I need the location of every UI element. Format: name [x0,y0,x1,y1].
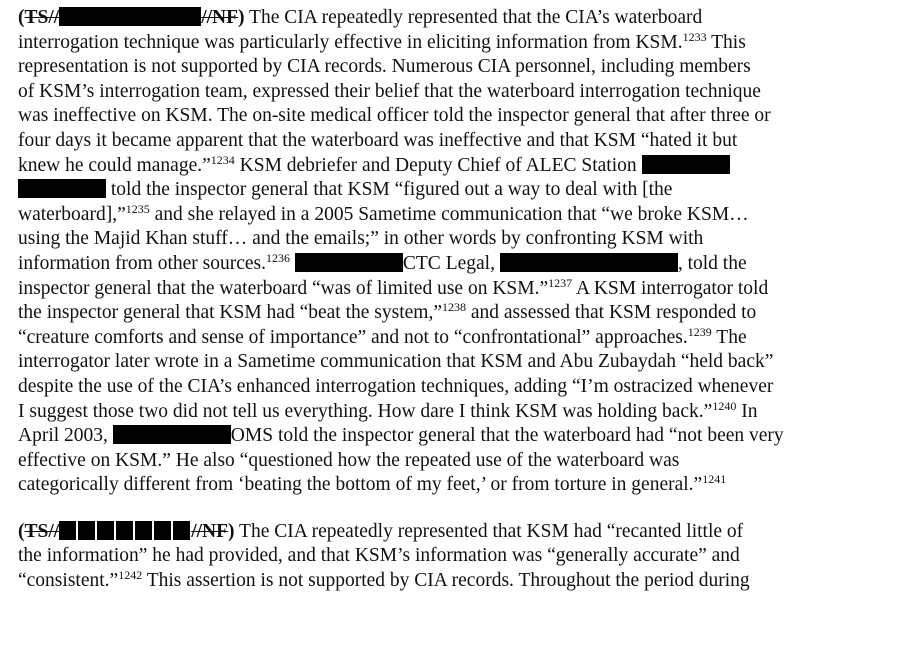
text-line: despite the use of the CIA’s enhanced interrogation techniques, adding “I’m ostracized whenever [18,375,774,397]
text-line: categorically different from ‘beating the bottom of my feet,’ or from torture in general.”$^{1241}$ [18,472,727,496]
paragraph-waterboard-effectiveness [18,6,916,498]
paragraph-gap [18,498,916,520]
classification-marking: (TS// //NF) [18,520,235,542]
text-line: “consistent.”$^{1242}$ This assertion is not supported by CIA records. Throughout the period during [18,568,750,592]
text-line: effective on KSM.” He also “questioned how the repeated use of the waterboard was [18,449,680,471]
redaction-bar [113,425,231,444]
footnote-ref: 1234 [210,152,235,167]
document-page [18,6,916,594]
footnote-ref: 1239 [687,324,712,339]
text-line: told the inspector general that KSM “figured out a way to deal with [the [18,178,916,203]
redaction-bar [500,253,678,272]
footnote-ref: 1237 [548,275,573,290]
classification-marking: (TS// //NF) [18,7,245,28]
text-line: interrogation technique was particularly effective in eliciting information from KSM.$^{1233}$ This [18,29,746,53]
text-line: waterboard],”$^{1235}$ and she relayed in a 2005 Sametime communication that “we broke KSM… [18,201,749,225]
footnote-ref: 1236 [266,250,291,265]
paragraph-ksm-recanted [18,520,916,594]
footnote-ref: 1233 [682,29,707,44]
text-line: “creature comforts and sense of importance” and not to “confrontational” approaches.$^{1239}$ The [18,324,747,348]
text-line: (TS// //NF) The CIA repeatedly represented that KSM had “recanted little of [18,520,744,542]
redaction-bar [59,521,191,540]
text-line: the inspector general that KSM had “beat the system,”$^{1238}$ and assessed that KSM responded to [18,300,757,324]
text-line: of KSM’s interrogation team, expressed their belief that the waterboard interrogation technique [18,80,761,102]
redaction-bar [642,155,730,174]
text-line: information from other sources.$^{1236}$ CTC Legal, , told the [18,250,747,274]
text-line: representation is not supported by CIA records. Numerous CIA personnel, including members [18,56,751,78]
footnote-ref: 1242 [118,568,143,583]
redaction-bar [18,179,106,198]
text-line: interrogator later wrote in a Sametime communication that KSM and Abu Zubaydah “held back” [18,351,774,373]
redaction-bar [295,253,403,272]
footnote-ref: 1241 [702,472,727,487]
text-line: inspector general that the waterboard “was of limited use on KSM.”$^{1237}$ A KSM interrogator told [18,275,769,299]
footnote-ref: 1235 [125,201,150,216]
redaction-bar [59,7,201,26]
footnote-ref: 1238 [442,300,466,315]
text-line: using the Majid Khan stuff… and the emails;” in other words by confronting KSM with [18,228,704,250]
text-line: was ineffective on KSM. The on-site medical officer told the inspector general that after three or [18,105,771,127]
text-line: knew he could manage.”$^{1234}$ KSM debriefer and Deputy Chief of ALEC Station [18,154,916,179]
text-line: I suggest those two did not tell us everything. How dare I think KSM was holding back.”$^{1240}$ In [18,398,758,422]
text-line: (TS// //NF) The CIA repeatedly represented that the CIA’s waterboard [18,7,703,28]
text-line: the information” he had provided, and that KSM’s information was “generally accurate” and [18,545,740,567]
text-line: April 2003, OMS told the inspector general that the waterboard had “not been very [18,425,784,447]
text-line: four days it became apparent that the waterboard was ineffective and that KSM “hated it but [18,129,738,151]
footnote-ref: 1240 [712,398,737,413]
